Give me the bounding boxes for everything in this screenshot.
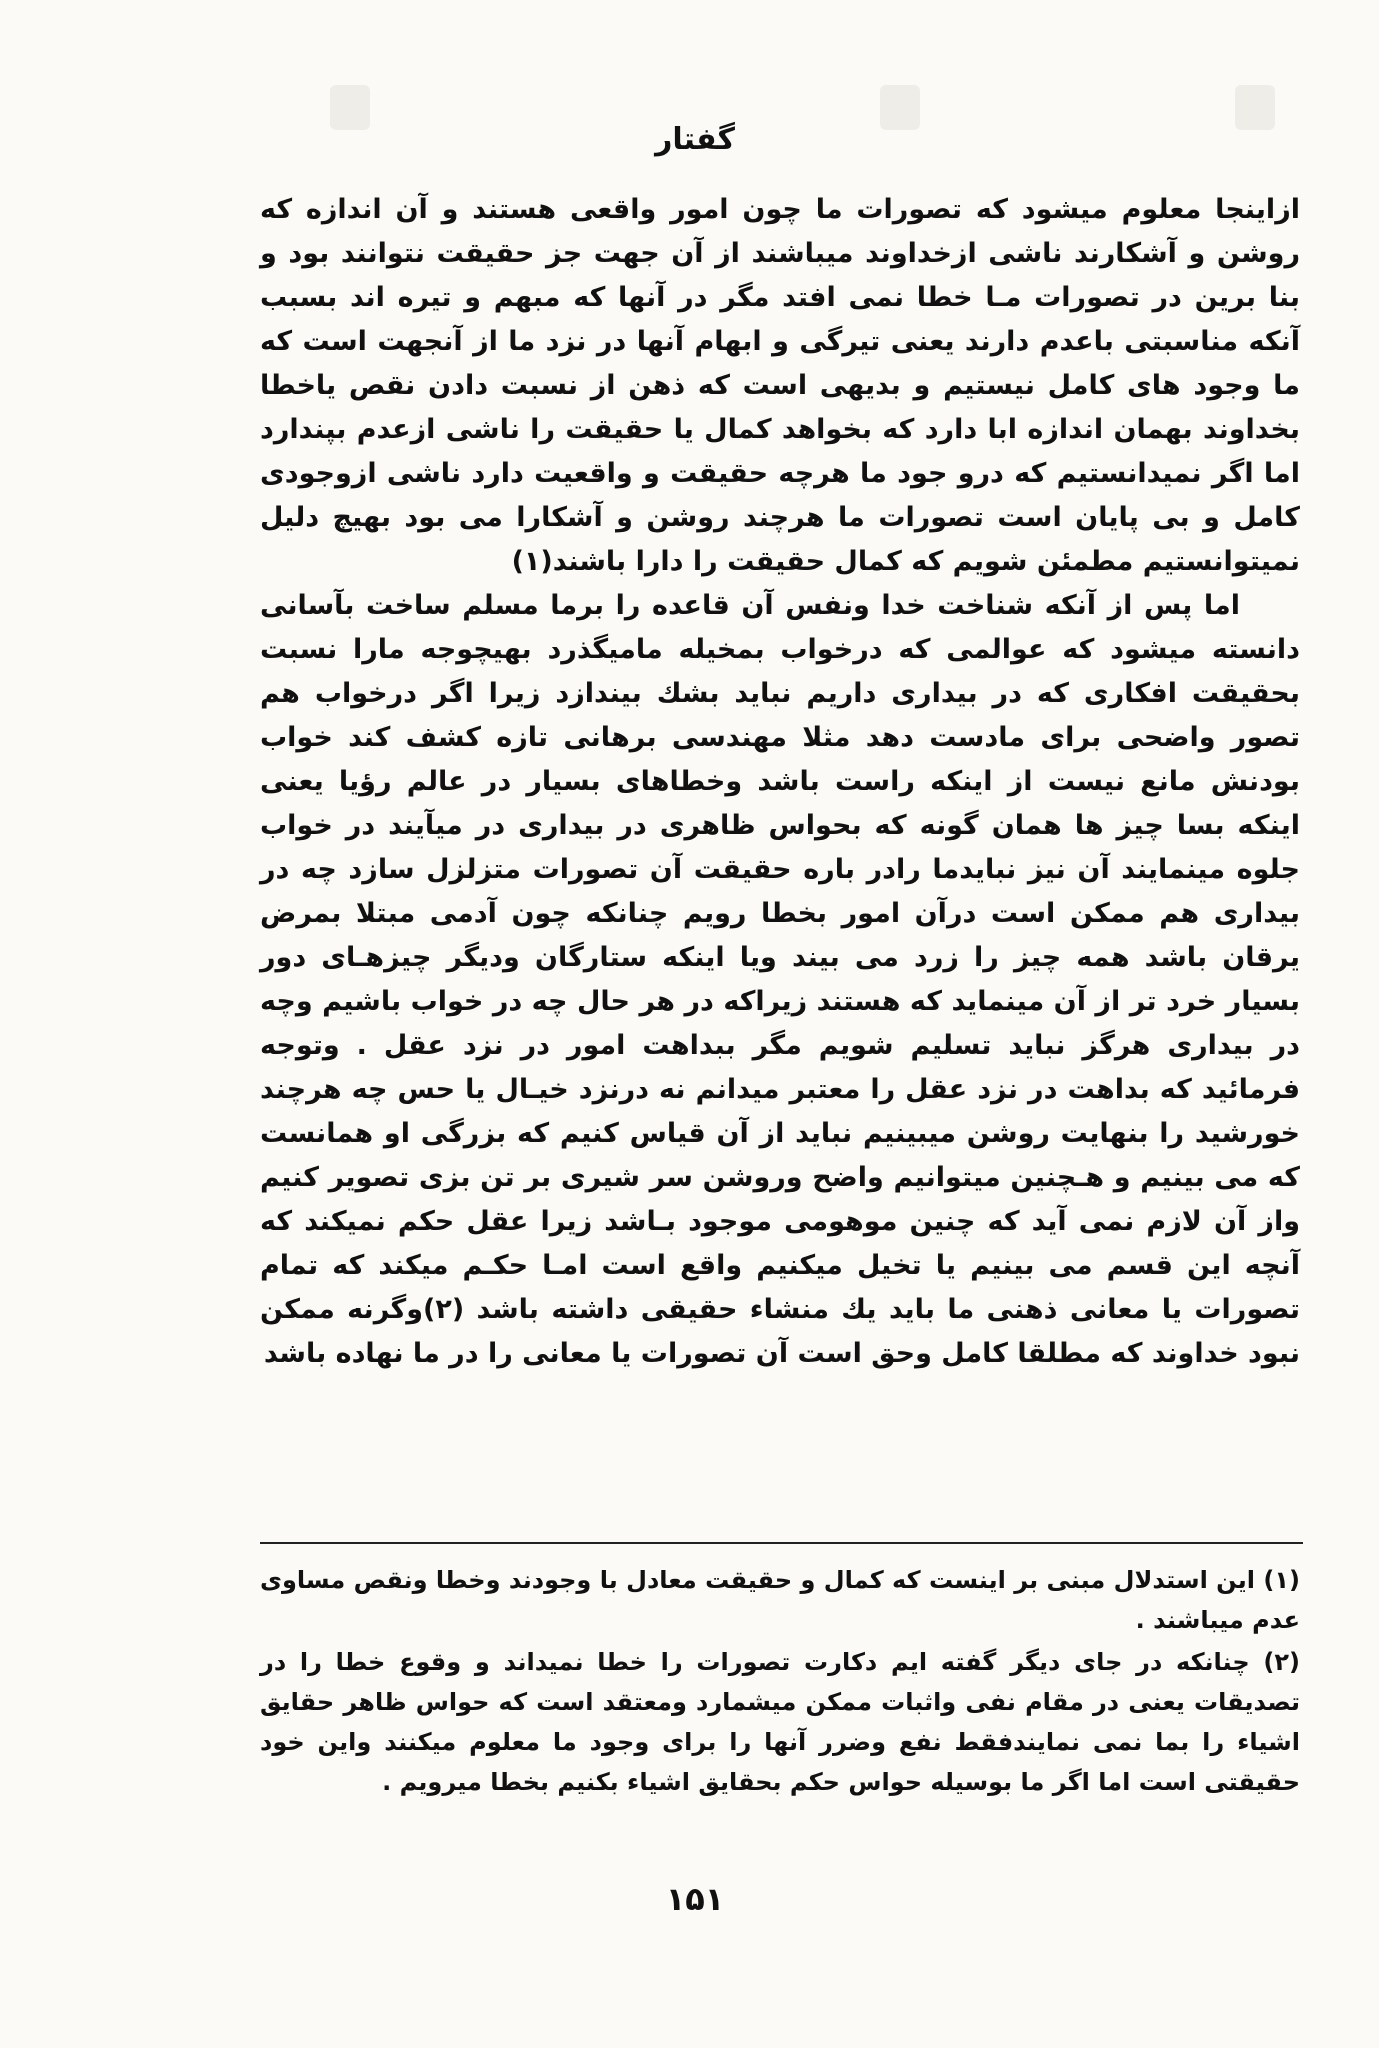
scan-smudge-right — [1235, 85, 1275, 130]
footnote-1: (۱) این استدلال مبنی بر اینست که کمال و حقیقت معادل با وجودند وخطا ونقص مساوی عدم میباشند . — [260, 1566, 1300, 1634]
main-text — [260, 188, 1300, 1376]
paragraph: ازاینجا معلوم میشود که تصورات ما چون امور واقعی هستند و آن اندازه که روشن و آشکارند ناشی ازخداوند میباشند از آن جهت جز حقیقت نتوانند بود و بنا برین در تصورات مـا خطا نمی افتد مگر در آنها که مبهم و تیره اند بسبب آنکه مناسبتی باعدم دارند یعنی تیرگی و ابهام آنها در نزد ما از آنجهت است که ما وجود های کامل نیستیم و بدیهی است که ذهن از نسبت دادن نقص یاخطا بخداوند بهمان اندازه ابا دارد که بخواهد کمال یا حقیقت را ناشی ازعدم بپندارد اما اگر نمیدانستیم که درو جود ما هرچه حقیقت و واقعیت دارد ناشی ازوجودی کامل و بی پایان است تصورات ما هرچند روشن و آشکارا می بود بهیچ دلیل نمیتوانستیم مطمئن شویم که کمال حقیقت را دارا باشند(۱) — [260, 194, 1300, 577]
paragraph: اما پس از آنکه شناخت خدا ونفس آن قاعده را برما مسلم ساخت بآسانی دانسته میشود که عوالمی که درخواب بمخیله مامیگذرد بهیچوجه مارا نسبت بحقیقت افکاری که در بیداری داریم نباید بشك بیندازد زیرا اگر درخواب هم تصور واضحی برای مادست دهد مثلا مهندسی برهانی تازه کشف کند خواب بودنش مانع نیست از اینکه راست باشد وخطاهای بسیار در عالم رؤیا یعنی اینکه بسا چیز ها همان گونه که بحواس ظاهری در بیداری در میآیند در خواب جلوه مینمایند آن نیز نبایدما رادر باره حقیقت آن تصورات متزلزل سازد چه در بیداری هم ممکن است درآن امور بخطا رویم چنانکه چون آدمی مبتلا بمرض یرقان باشد همه چیز را زرد می بیند ویا اینکه ستارگان ودیگر چیزهـای دور بسیار خرد تر از آن مینماید که هستند زیراکه در هر حال چه در خواب باشیم وچه در بیداری هرگز نباید تسلیم شویم مگر ببداهت امور در نزد عقل . وتوجه فرمائید که بداهت در نزد عقل را معتبر میدانم نه درنزد خیـال یا حس چه هرچند خورشید را بنهایت روشن میبینیم نباید از آن قیاس کنیم که بزرگی او همانست که می بینیم و هـچنین میتوانیم واضح وروشن سر شیری بر تن بزی تصویر کنیم واز آن لازم نمی آید که چنین موهومی موجود بـاشد زیرا عقل حکم نمیکند که آنچه این قسم می بینیم یا تخیل میکنیم واقع است امـا حکـم میکند که تمام تصورات یا معانی ذهنی ما باید یك منشاء حقیقی داشته باشد (۲)وگرنه ممکن نبود خداوند که مطلقا کامل وحق است آن تصورات یا معانی را در ما نهاده باشد — [260, 590, 1300, 1369]
page-number: ۱۵۱ — [665, 1880, 725, 1918]
footnotes — [260, 1560, 1300, 1804]
scan-smudge-left — [330, 85, 370, 130]
footnote-divider — [260, 1542, 1303, 1544]
scan-smudge-mid — [880, 85, 920, 130]
footnote-2: (۲) چنانکه در جای دیگر گفته ایم دکارت تصورات را خطا نمیداند و وقوع خطا را در تصدیقات یعنی در مقام نفی واثبات ممکن میشمارد ومعتقد است که حواس ظاهر حقایق اشیاء را بما نمی نمایندفقط نفع وضرر آنها را برای وجود ما معلوم میکنند واین خود حقیقتی است اما اگر ما بوسیله حواس حکم بحقایق اشیاء بکنیم بخطا میرویم . — [260, 1648, 1300, 1796]
running-header: گفتار — [655, 122, 735, 157]
